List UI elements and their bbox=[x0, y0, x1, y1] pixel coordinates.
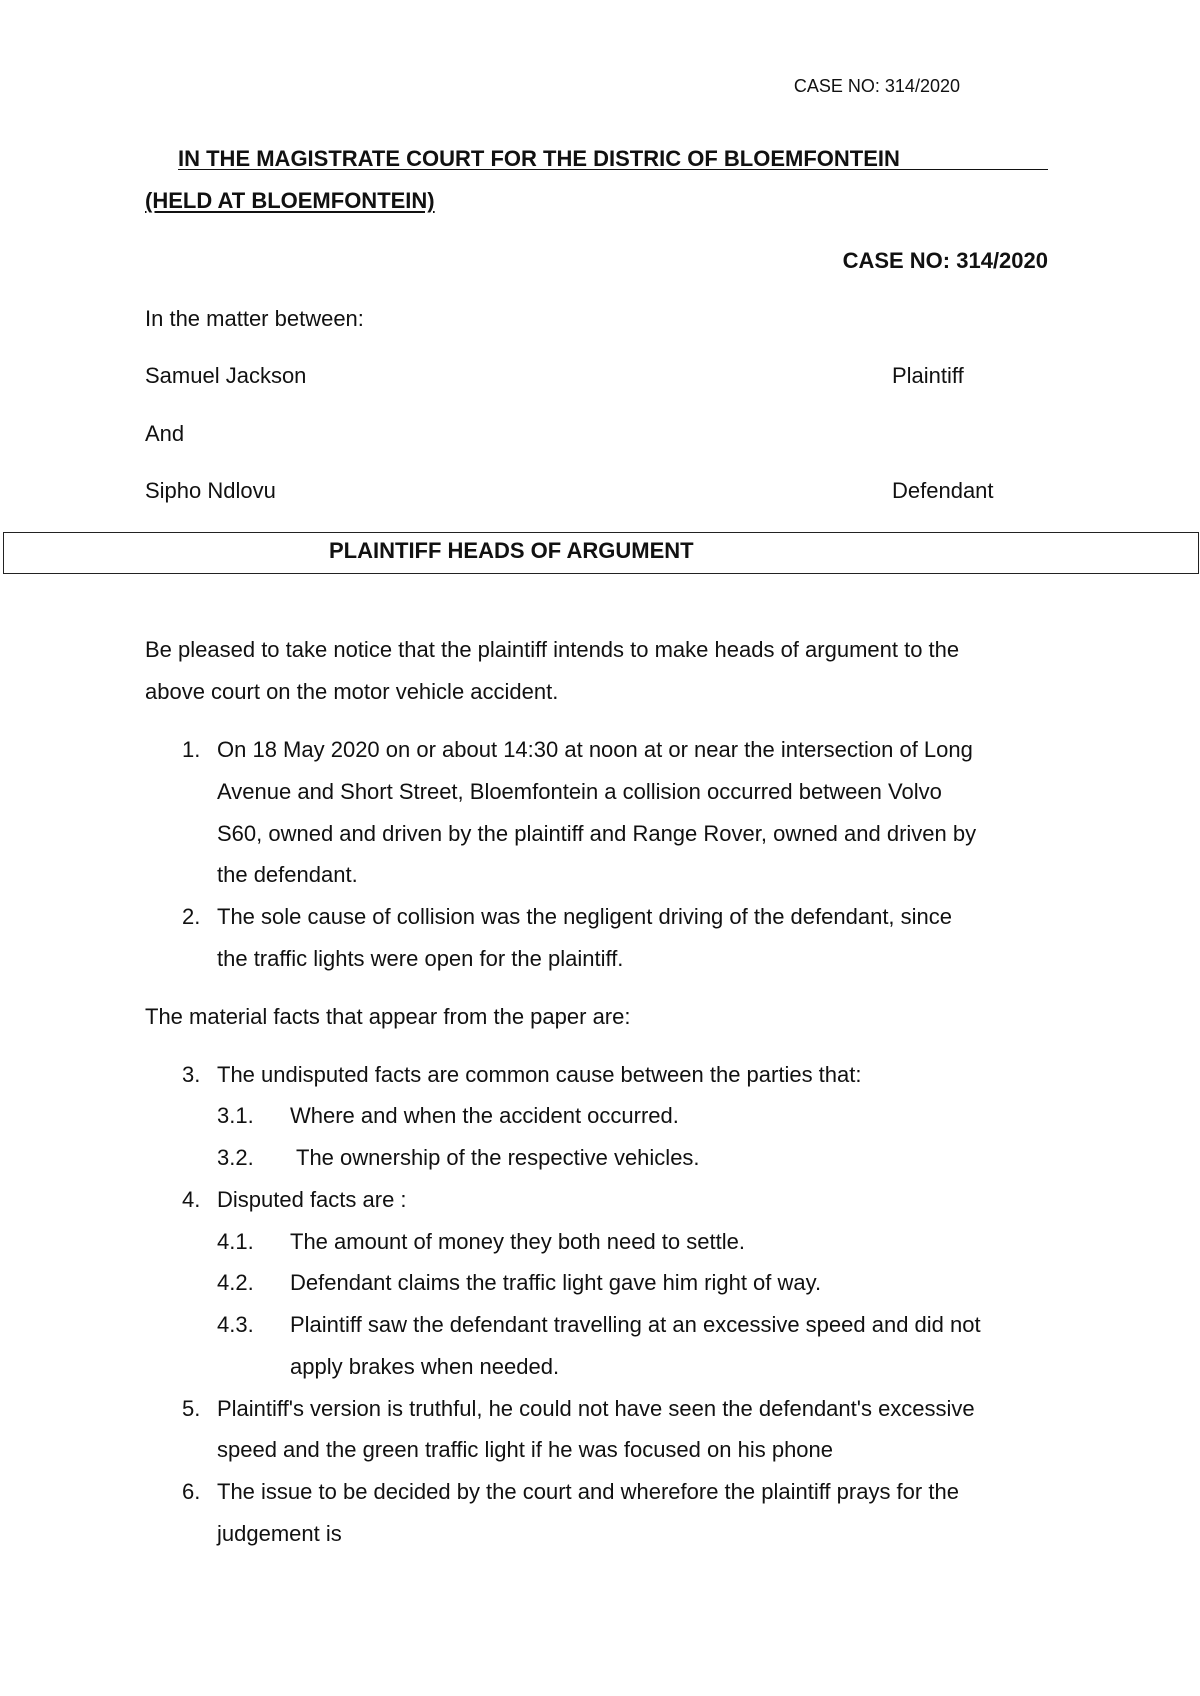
item-number: 2. bbox=[182, 904, 201, 929]
item-number: 6. bbox=[182, 1479, 201, 1504]
matter-intro: In the matter between: bbox=[145, 306, 364, 331]
item-line: judgement is bbox=[217, 1521, 342, 1546]
item-line: the defendant. bbox=[217, 862, 358, 887]
item-line: S60, owned and driven by the plaintiff and Range Rover, owned and driven by bbox=[217, 821, 977, 846]
subitem-number: 4.1. bbox=[217, 1229, 254, 1254]
case-number: CASE NO: 314/2020 bbox=[842, 248, 1048, 273]
court-held-at: (HELD AT BLOEMFONTEIN) bbox=[145, 188, 435, 213]
item-number: 3. bbox=[182, 1062, 201, 1087]
item-line: Avenue and Short Street, Bloemfontein a collision occurred between Volvo bbox=[217, 779, 942, 804]
plaintiff-role: Plaintiff bbox=[892, 363, 964, 388]
material-facts-intro: The material facts that appear from the paper are: bbox=[145, 1004, 631, 1029]
plaintiff-name: Samuel Jackson bbox=[145, 363, 307, 388]
item-line: The sole cause of collision was the negligent driving of the defendant, since bbox=[217, 904, 953, 929]
notice-line: above court on the motor vehicle accident. bbox=[145, 679, 559, 704]
item-line: The issue to be decided by the court and wherefore the plaintiff prays for the bbox=[217, 1479, 959, 1504]
subitem-number: 3.2. bbox=[217, 1145, 254, 1170]
item-line: Disputed facts are : bbox=[217, 1187, 407, 1212]
header-case-number: CASE NO: 314/2020 bbox=[793, 76, 960, 96]
item-number: 5. bbox=[182, 1396, 201, 1421]
item-line: On 18 May 2020 on or about 14:30 at noon at or near the intersection of Long bbox=[217, 737, 973, 762]
court-heading: IN THE MAGISTRATE COURT FOR THE DISTRIC OF BLOEMFONTEIN bbox=[178, 146, 900, 171]
subitem-line: Plaintiff saw the defendant travelling at an excessive speed and did not bbox=[290, 1312, 981, 1337]
court-heading-underline bbox=[178, 169, 1048, 170]
subitem-line: The ownership of the respective vehicles. bbox=[296, 1145, 700, 1170]
defendant-name: Sipho Ndlovu bbox=[145, 478, 276, 503]
defendant-role: Defendant bbox=[892, 478, 994, 503]
subitem-number: 4.2. bbox=[217, 1270, 254, 1295]
subitem-line: Defendant claims the traffic light gave him right of way. bbox=[290, 1270, 822, 1295]
notice-line: Be pleased to take notice that the plaintiff intends to make heads of argument to the bbox=[145, 637, 960, 662]
item-number: 1. bbox=[182, 737, 201, 762]
item-number: 4. bbox=[182, 1187, 201, 1212]
subitem-number: 4.3. bbox=[217, 1312, 254, 1337]
subitem-line: Where and when the accident occurred. bbox=[290, 1103, 679, 1128]
item-line: The undisputed facts are common cause between the parties that: bbox=[217, 1062, 862, 1087]
subitem-line: The amount of money they both need to settle. bbox=[290, 1229, 745, 1254]
item-line: Plaintiff's version is truthful, he could not have seen the defendant's excessive bbox=[217, 1396, 975, 1421]
conjunction-and: And bbox=[145, 421, 185, 446]
item-line: speed and the green traffic light if he was focused on his phone bbox=[217, 1437, 834, 1462]
subitem-number: 3.1. bbox=[217, 1103, 254, 1128]
document-title: PLAINTIFF HEADS OF ARGUMENT bbox=[329, 538, 694, 563]
item-line: the traffic lights were open for the plaintiff. bbox=[217, 946, 624, 971]
subitem-line: apply brakes when needed. bbox=[290, 1354, 560, 1379]
